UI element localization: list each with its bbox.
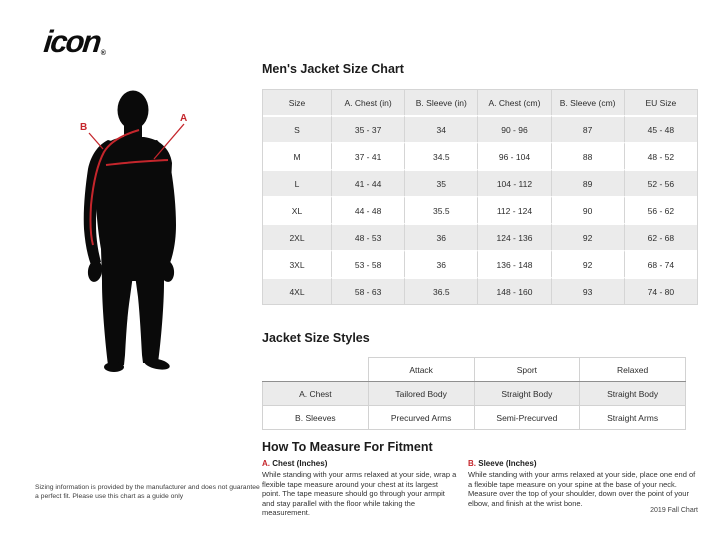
table-cell: L — [263, 169, 331, 196]
table-cell: 4XL — [263, 277, 331, 304]
table-cell: 52 - 56 — [624, 169, 697, 196]
measure-chest-label-prefix: A. — [262, 459, 270, 468]
column-header: B. Sleeve (cm) — [551, 90, 624, 115]
table-cell: Semi-Precurved — [474, 406, 580, 430]
table-cell: 89 — [551, 169, 624, 196]
styles-chart-title: Jacket Size Styles — [262, 331, 370, 345]
table-cell: 56 - 62 — [624, 196, 697, 223]
measure-chest-label-text: Chest (Inches) — [272, 459, 328, 468]
table-cell: 112 - 124 — [477, 196, 550, 223]
table-row — [263, 196, 697, 223]
table-cell: 2XL — [263, 223, 331, 250]
column-header: Size — [263, 90, 331, 115]
table-row — [263, 406, 686, 430]
table-row — [263, 115, 697, 142]
table-cell: A. Chest — [263, 382, 369, 406]
table-cell: 96 - 104 — [477, 142, 550, 169]
measure-instruction-chest — [262, 459, 458, 518]
table-cell: Straight Body — [474, 382, 580, 406]
table-cell: Precurved Arms — [368, 406, 474, 430]
table-cell: M — [263, 142, 331, 169]
measure-sleeve-label-text: Sleeve (Inches) — [478, 459, 537, 468]
table-cell: 36 — [404, 250, 477, 277]
table-cell: 34.5 — [404, 142, 477, 169]
table-cell: 3XL — [263, 250, 331, 277]
table-cell: 48 - 53 — [331, 223, 404, 250]
table-row — [263, 142, 697, 169]
measure-sleeve-label-prefix: B. — [468, 459, 476, 468]
measurement-figure — [60, 85, 250, 380]
table-header-row — [263, 90, 697, 115]
column-header — [263, 358, 369, 382]
table-cell: 90 — [551, 196, 624, 223]
table-cell: 35.5 — [404, 196, 477, 223]
table-cell: XL — [263, 196, 331, 223]
measure-chest-label — [262, 459, 458, 468]
column-header: A. Chest (in) — [331, 90, 404, 115]
table-cell: 34 — [404, 115, 477, 142]
table-cell: Straight Body — [580, 382, 686, 406]
table-cell: 92 — [551, 223, 624, 250]
table-cell: Straight Arms — [580, 406, 686, 430]
brand-logo-text: icon — [42, 24, 102, 59]
table-cell: 35 — [404, 169, 477, 196]
measure-sleeve-body: While standing with your arms relaxed at your side, place one end of a flexible tape measure on your spine at the base of your neck. Measure over the top of your shoulder, down over the point of your elbow, and finish at the wrist bone. — [468, 470, 696, 508]
table-cell: 88 — [551, 142, 624, 169]
column-header: A. Chest (cm) — [477, 90, 550, 115]
table-cell: Tailored Body — [368, 382, 474, 406]
table-cell: 104 - 112 — [477, 169, 550, 196]
column-header: EU Size — [624, 90, 697, 115]
table-row — [263, 223, 697, 250]
column-header: B. Sleeve (in) — [404, 90, 477, 115]
table-cell: 62 - 68 — [624, 223, 697, 250]
table-cell: 124 - 136 — [477, 223, 550, 250]
size-chart-title: Men's Jacket Size Chart — [262, 62, 404, 76]
figure-label-a: A — [180, 113, 188, 124]
styles-table — [262, 357, 686, 430]
size-chart-table — [263, 90, 697, 304]
table-cell: 58 - 63 — [331, 277, 404, 304]
measure-sleeve-label — [468, 459, 700, 468]
table-row — [263, 169, 697, 196]
male-silhouette-figure — [60, 85, 250, 380]
table-cell: 36.5 — [404, 277, 477, 304]
table-cell: 44 - 48 — [331, 196, 404, 223]
column-header: Relaxed — [580, 358, 686, 382]
table-cell: 48 - 52 — [624, 142, 697, 169]
table-cell: 148 - 160 — [477, 277, 550, 304]
column-header: Sport — [474, 358, 580, 382]
styles-table-container — [262, 357, 686, 430]
table-cell: 74 - 80 — [624, 277, 697, 304]
measure-section-title: How To Measure For Fitment — [262, 440, 433, 454]
table-cell: 53 - 58 — [331, 250, 404, 277]
table-row — [263, 277, 697, 304]
table-cell: 41 - 44 — [331, 169, 404, 196]
table-cell: S — [263, 115, 331, 142]
table-cell: 90 - 96 — [477, 115, 550, 142]
table-cell: 93 — [551, 277, 624, 304]
table-cell: 37 - 41 — [331, 142, 404, 169]
column-header: Attack — [368, 358, 474, 382]
table-cell: 36 — [404, 223, 477, 250]
brand-logo — [44, 26, 106, 57]
measure-chest-body: While standing with your arms relaxed at your side, wrap a flexible tape measure around your chest at its largest point. The tape measure should go through your armpit and stay parallel with the floor while taking the measurement. — [262, 470, 457, 518]
table-row — [263, 250, 697, 277]
sizing-disclaimer: Sizing information is provided by the manufacturer and does not guarantee a perfect fit. Please use this chart as a guide only — [35, 484, 260, 500]
table-cell: 35 - 37 — [331, 115, 404, 142]
table-cell: 92 — [551, 250, 624, 277]
table-row — [263, 382, 686, 406]
table-cell: 45 - 48 — [624, 115, 697, 142]
pointer-line-b — [89, 133, 103, 149]
table-cell: 136 - 148 — [477, 250, 550, 277]
size-chart-table-container — [262, 89, 698, 305]
chart-edition-label: 2019 Fall Chart — [650, 507, 698, 514]
table-header-row — [263, 358, 686, 382]
table-cell: 87 — [551, 115, 624, 142]
table-cell: 68 - 74 — [624, 250, 697, 277]
figure-label-b: B — [80, 122, 88, 133]
table-cell: B. Sleeves — [263, 406, 369, 430]
registered-trademark-mark: ® — [100, 50, 106, 57]
